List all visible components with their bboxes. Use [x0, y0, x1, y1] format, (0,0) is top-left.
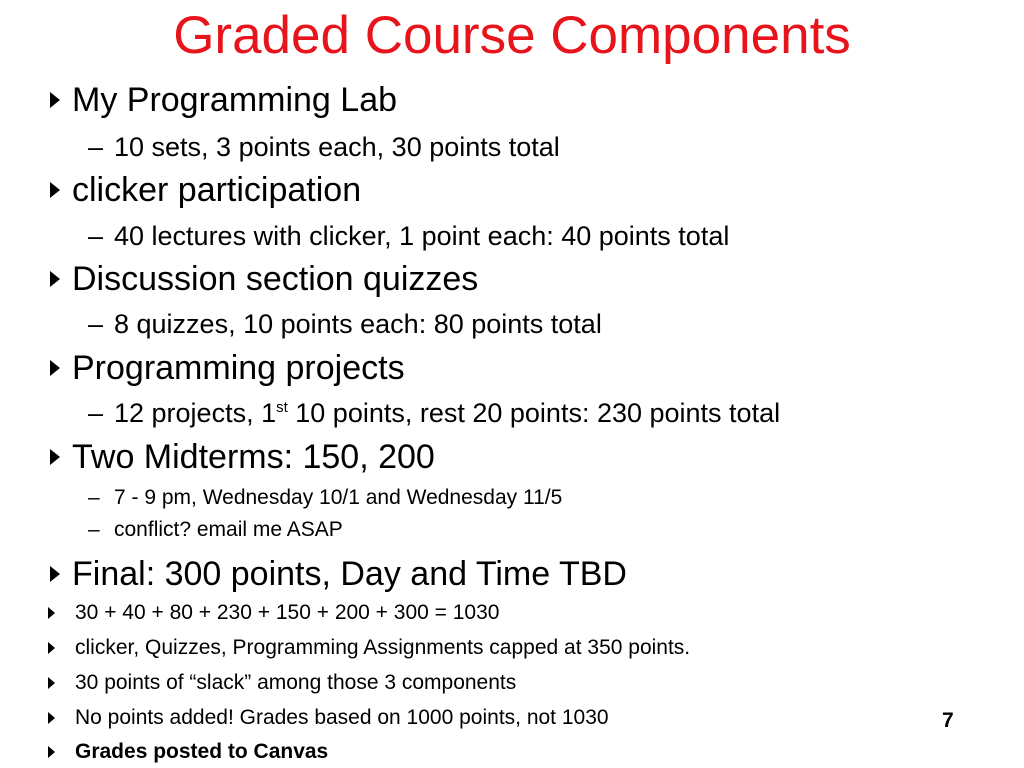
triangle-bullet-icon — [48, 677, 55, 689]
sub-bullet-text: 7 - 9 pm, Wednesday 10/1 and Wednesday 11/5 — [114, 486, 563, 509]
bullet-item — [50, 554, 627, 594]
dash-bullet: – — [88, 309, 104, 339]
bullet-item — [50, 348, 405, 388]
triangle-bullet-icon — [48, 712, 55, 724]
bullet-text: My Programming Lab — [72, 81, 398, 119]
sub-bullet-item — [88, 220, 729, 252]
small-bullet-item — [48, 670, 516, 696]
small-bullet-text: clicker, Quizzes, Programming Assignments capped at 350 points. — [75, 636, 691, 659]
sub-bullet-text: 40 lectures with clicker, 1 point each: 40 points total — [114, 221, 730, 251]
bullet-text: Programming projects — [72, 349, 405, 387]
sub-bullet-text: 12 projects, 1st 10 points, rest 20 points: 230 points total — [114, 398, 781, 428]
triangle-bullet-icon — [48, 746, 55, 758]
sub-bullet-text: 10 sets, 3 points each, 30 points total — [114, 132, 560, 162]
dash-bullet: – — [88, 132, 104, 162]
dash-bullet: – — [88, 221, 104, 251]
triangle-bullet-icon — [50, 449, 60, 465]
triangle-bullet-icon — [48, 607, 55, 619]
sub-bullet-item — [88, 397, 780, 429]
bullet-text: Discussion section quizzes — [72, 260, 479, 298]
small-bullet-text: 30 + 40 + 80 + 230 + 150 + 200 + 300 = 1030 — [75, 601, 500, 624]
triangle-bullet-icon — [50, 271, 60, 287]
bullet-text: Final: 300 points, Day and Time TBD — [72, 555, 627, 593]
dash-bullet: – — [88, 518, 100, 541]
small-bullet-item — [48, 600, 499, 626]
triangle-bullet-icon — [50, 360, 60, 376]
sub-bullet-item — [88, 131, 560, 163]
triangle-bullet-icon — [50, 566, 60, 582]
small-bullet-item — [48, 705, 609, 731]
small-bullet-text: No points added! Grades based on 1000 points, not 1030 — [75, 706, 609, 729]
bullet-item — [50, 80, 397, 120]
bullet-item — [50, 170, 361, 210]
sub-bullet-item — [88, 517, 343, 543]
small-bullet-item — [48, 635, 690, 661]
bullet-item — [50, 259, 478, 299]
sub-bullet-item — [88, 308, 602, 340]
dash-bullet: – — [88, 398, 104, 428]
sub-bullet-text: 8 quizzes, 10 points each: 80 points total — [114, 309, 602, 339]
bullet-text: Two Midterms: 150, 200 — [72, 438, 435, 476]
sub-bullet-item — [88, 485, 562, 511]
bullet-item — [50, 437, 435, 477]
triangle-bullet-icon — [50, 92, 60, 108]
page-number: 7 — [942, 709, 954, 732]
dash-bullet: – — [88, 486, 100, 509]
sub-bullet-text: conflict? email me ASAP — [114, 518, 343, 541]
small-bullet-text: 30 points of “slack” among those 3 components — [75, 671, 517, 694]
slide-title: Graded Course Components — [173, 6, 851, 65]
triangle-bullet-icon — [48, 642, 55, 654]
small-bullet-item — [48, 739, 328, 765]
small-bullet-text: Grades posted to Canvas — [75, 740, 329, 763]
triangle-bullet-icon — [50, 182, 60, 198]
bullet-text: clicker participation — [72, 171, 362, 209]
